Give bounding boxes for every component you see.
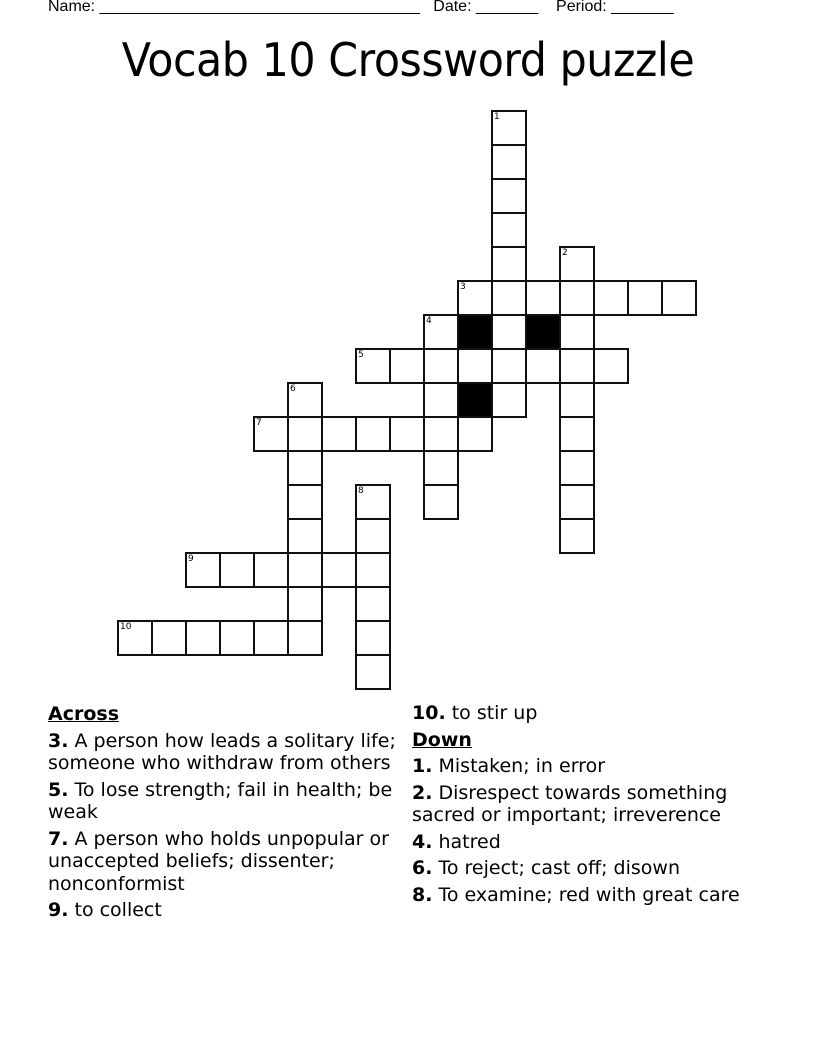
crossword-cell[interactable]	[559, 382, 595, 418]
clue-number: 4.	[412, 830, 433, 853]
crossword-cell[interactable]	[593, 348, 629, 384]
crossword-cell[interactable]	[423, 450, 459, 486]
crossword-cell[interactable]	[355, 552, 391, 588]
clue-across-9	[48, 899, 403, 922]
date-field[interactable]: Date: _______	[433, 0, 539, 15]
crossword-cell[interactable]	[287, 586, 323, 622]
crossword-cell[interactable]	[355, 518, 391, 554]
crossword-cell[interactable]	[559, 416, 595, 452]
clue-number: 6.	[412, 857, 433, 879]
clue-number: 7.	[48, 827, 69, 850]
clue-down-4	[412, 831, 757, 854]
crossword-cell[interactable]	[593, 280, 629, 316]
cell-number: 7	[256, 418, 262, 428]
cell-number: 2	[562, 248, 568, 258]
crossword-cell[interactable]	[389, 416, 425, 452]
crossword-cell[interactable]	[491, 110, 527, 146]
clue-text: A person how leads a solitary life; someone who withdraw from others	[48, 729, 396, 774]
clue-across-5	[48, 779, 403, 824]
clue-text: To examine; red with great care	[432, 883, 740, 906]
crossword-cell[interactable]	[491, 348, 527, 384]
clue-across-3	[48, 730, 403, 775]
crossword-cell[interactable]	[355, 586, 391, 622]
crossword-cell[interactable]	[423, 314, 459, 350]
crossword-cell[interactable]	[117, 620, 153, 656]
crossword-cell[interactable]	[457, 280, 493, 316]
crossword-cell[interactable]	[559, 348, 595, 384]
crossword-cell[interactable]	[185, 552, 221, 588]
crossword-cell[interactable]	[355, 620, 391, 656]
cell-number: 5	[358, 350, 364, 360]
clue-down-1	[412, 755, 757, 778]
crossword-cell[interactable]	[219, 552, 255, 588]
clues-column-right	[412, 702, 757, 910]
crossword-cell[interactable]	[559, 246, 595, 282]
crossword-cell[interactable]	[491, 280, 527, 316]
crossword-cell[interactable]	[287, 450, 323, 486]
clue-down-6	[412, 857, 757, 880]
clue-down-2	[412, 782, 757, 827]
crossword-cell[interactable]	[491, 212, 527, 248]
crossword-cell[interactable]	[321, 552, 357, 588]
crossword-cell[interactable]	[559, 314, 595, 350]
clue-text: hatred	[432, 830, 501, 853]
crossword-cell[interactable]	[491, 382, 527, 418]
black-cell	[457, 314, 493, 350]
crossword-cell[interactable]	[253, 620, 289, 656]
crossword-cell[interactable]	[185, 620, 221, 656]
crossword-cell[interactable]	[151, 620, 187, 656]
crossword-cell[interactable]	[423, 416, 459, 452]
cell-number: 6	[290, 384, 296, 394]
cell-number: 9	[188, 554, 194, 564]
crossword-cell[interactable]	[627, 280, 663, 316]
crossword-cell[interactable]	[355, 654, 391, 690]
clue-number: 1.	[412, 755, 433, 777]
crossword-cell[interactable]	[389, 348, 425, 384]
page-title: Vocab 10 Crossword puzzle	[121, 33, 695, 87]
clues-column-left	[48, 702, 403, 926]
black-cell	[457, 382, 493, 418]
clue-text: to collect	[68, 899, 162, 921]
crossword-cell[interactable]	[491, 246, 527, 282]
crossword-cell[interactable]	[457, 348, 493, 384]
crossword-cell[interactable]	[559, 518, 595, 554]
clue-text: Mistaken; in error	[432, 755, 606, 777]
crossword-cell[interactable]	[253, 416, 289, 452]
cell-number: 4	[426, 316, 432, 326]
crossword-cell[interactable]	[355, 348, 391, 384]
crossword-cell[interactable]	[559, 280, 595, 316]
clue-text: To lose strength; fail in health; be weak	[48, 778, 393, 823]
cell-number: 1	[494, 112, 500, 122]
crossword-cell[interactable]	[559, 484, 595, 520]
clue-across-10	[412, 702, 757, 725]
crossword-cell[interactable]	[287, 382, 323, 418]
black-cell	[525, 314, 561, 350]
clue-down-8	[412, 884, 757, 907]
clue-text: to stir up	[445, 702, 538, 724]
across-heading: Across	[48, 703, 120, 725]
clue-number: 2.	[412, 781, 433, 804]
crossword-cell[interactable]	[355, 416, 391, 452]
name-field[interactable]: Name: ____________________________________	[48, 0, 420, 15]
crossword-cell[interactable]	[253, 552, 289, 588]
down-heading: Down	[412, 728, 472, 751]
crossword-cell[interactable]	[287, 416, 323, 452]
clue-text: To reject; cast off; disown	[432, 857, 681, 879]
crossword-cell[interactable]	[321, 416, 357, 452]
clue-text: A person who holds unpopular or unaccepted beliefs; dissenter; nonconformist	[48, 827, 389, 895]
crossword-cell[interactable]	[287, 620, 323, 656]
crossword-cell[interactable]	[491, 178, 527, 214]
crossword-cell[interactable]	[423, 348, 459, 384]
crossword-cell[interactable]	[355, 484, 391, 520]
crossword-cell[interactable]	[525, 348, 561, 384]
crossword-cell[interactable]	[287, 484, 323, 520]
clue-number: 8.	[412, 883, 433, 906]
crossword-cell[interactable]	[423, 382, 459, 418]
crossword-cell[interactable]	[661, 280, 697, 316]
crossword-cell[interactable]	[559, 450, 595, 486]
clue-text: Disrespect towards something sacred or important; irreverence	[412, 781, 728, 826]
clue-number: 9.	[48, 899, 69, 921]
period-field[interactable]: Period: _______	[556, 0, 674, 15]
cell-number: 10	[120, 622, 132, 632]
crossword-cell[interactable]	[491, 314, 527, 350]
crossword-cell[interactable]	[457, 416, 493, 452]
crossword-cell[interactable]	[491, 144, 527, 180]
crossword-cell[interactable]	[525, 280, 561, 316]
clue-number: 5.	[48, 778, 69, 801]
crossword-cell[interactable]	[219, 620, 255, 656]
crossword-cell[interactable]	[287, 518, 323, 554]
crossword-cell[interactable]	[287, 552, 323, 588]
clue-across-7	[48, 828, 403, 896]
crossword-cell[interactable]	[423, 484, 459, 520]
cell-number: 3	[460, 282, 466, 292]
clue-number: 10.	[412, 702, 446, 724]
clue-number: 3.	[48, 729, 69, 752]
cell-number: 8	[358, 486, 364, 496]
